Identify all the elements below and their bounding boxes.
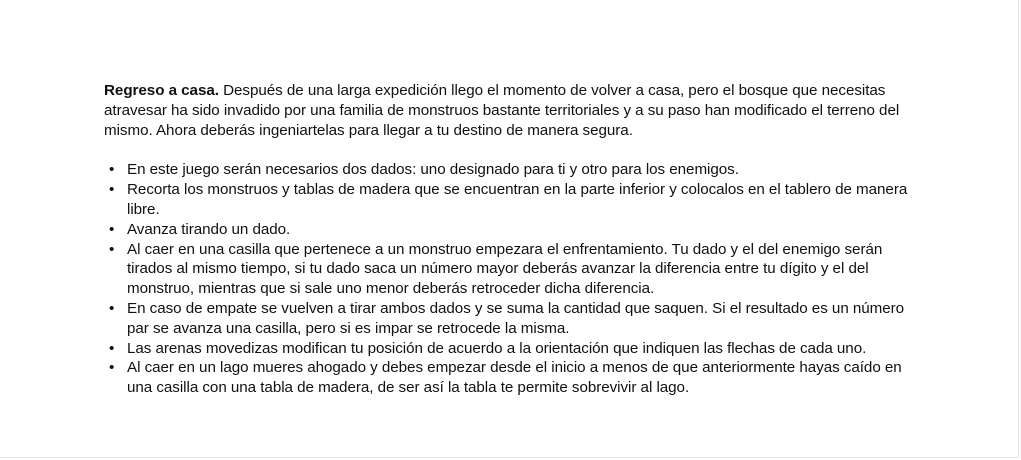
bullet-icon: • <box>109 181 115 199</box>
intro-text: Después de una larga expedición llego el momento de volver a casa, pero el bosque que necesitas atravesar ha sido invadido por una familia de monstruos bastante territoriales y a su paso han modificado el terreno del mismo. Ahora deberás ingeniartelas para llegar a tu destino de manera segura. <box>104 82 900 139</box>
rules-list <box>104 160 914 398</box>
list-item <box>104 358 914 398</box>
intro-paragraph <box>104 81 914 140</box>
bullet-icon: • <box>109 240 115 258</box>
bullet-icon: • <box>109 161 115 179</box>
list-item <box>104 160 914 180</box>
rule-text: En caso de empate se vuelven a tirar ambos dados y se suma la cantidad que saquen. Si el resultado es un número par se avanza una casilla, pero si es impar se retrocede la misma. <box>127 299 905 337</box>
rule-text: Recorta los monstruos y tablas de madera que se encuentran en la parte inferior y colocalos en el tablero de manera libre. <box>127 181 908 218</box>
bullet-icon: • <box>109 339 115 357</box>
intro-title: Regreso a casa. <box>104 82 219 99</box>
list-item <box>104 220 914 240</box>
rule-text: Avanza tirando un dado. <box>127 220 291 238</box>
rule-text: Las arenas movedizas modifican tu posición de acuerdo a la orientación que indiquen las flechas de cada uno. <box>127 339 867 357</box>
rule-text: Al caer en un lago mueres ahogado y debes empezar desde el inicio a menos de que anteriormente hayas caído en una casilla con una tabla de madera, de ser así la tabla te permite sobrevivir al lago. <box>127 359 902 397</box>
list-item <box>104 180 914 220</box>
list-item <box>104 339 914 359</box>
rule-text: Al caer en una casilla que pertenece a un monstruo empezara el enfrentamiento. Tu dado y el del enemigo serán tirados al mismo tiempo, si tu dado saca un número mayor deberás avanzar la diferencia entre tu dígito y el del monstruo, mientras que si sale uno menor deberás retroceder dicha diferencia. <box>127 240 883 298</box>
document-content <box>104 81 914 398</box>
rule-text: En este juego serán necesarios dos dados: uno designado para ti y otro para los enemigos. <box>127 161 739 179</box>
bullet-icon: • <box>109 359 115 377</box>
bullet-icon: • <box>109 220 115 238</box>
list-item <box>104 240 914 299</box>
list-item <box>104 299 914 339</box>
bullet-icon: • <box>109 299 115 317</box>
